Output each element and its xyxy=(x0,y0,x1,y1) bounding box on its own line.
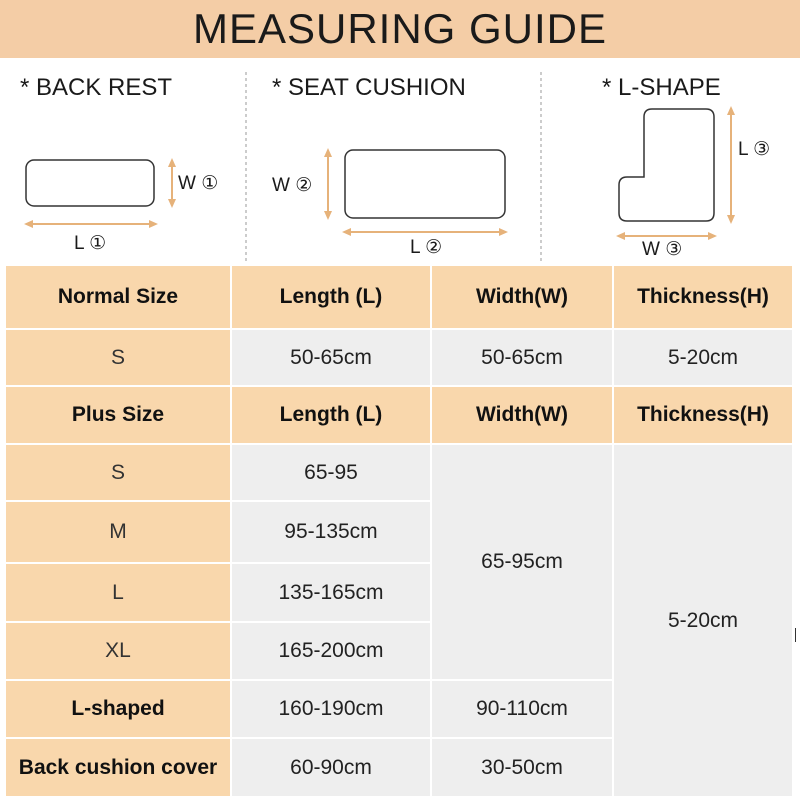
back-rest-length-label: L ① xyxy=(74,233,107,254)
normal-s-length: 50-65cm xyxy=(232,330,432,387)
plus-size-m: M xyxy=(6,502,232,564)
width-header: Width(W) xyxy=(432,266,614,330)
plus-thickness-merged: 5-20cm xyxy=(614,445,794,798)
plus-width-merged: 65-95cm xyxy=(432,445,614,681)
normal-s-thickness: 5-20cm xyxy=(614,330,794,387)
plus-size-l: L xyxy=(6,564,232,623)
normal-s-width: 50-65cm xyxy=(432,330,614,387)
back-cover-width: 30-50cm xyxy=(432,739,614,798)
plus-l-length: 135-165cm xyxy=(232,564,432,623)
l-shaped-label: L-shaped xyxy=(6,681,232,739)
back-cover-label: Back cushion cover xyxy=(6,739,232,798)
plus-s-length: 65-95 xyxy=(232,445,432,502)
l-shaped-length: 160-190cm xyxy=(232,681,432,739)
l-shaped-width: 90-110cm xyxy=(432,681,614,739)
normal-size-header: Normal Size xyxy=(6,266,232,330)
back-rest-width-label: W ① xyxy=(178,173,219,194)
seat-cushion-shape xyxy=(345,150,505,218)
edge-mark xyxy=(795,628,796,642)
diagram-section xyxy=(0,58,800,266)
l-shape-length-label: L ③ xyxy=(738,139,771,160)
length-header: Length (L) xyxy=(232,266,432,330)
thickness-header: Thickness(H) xyxy=(614,266,794,330)
size-table xyxy=(6,266,794,798)
plus-size-xl: XL xyxy=(6,623,232,681)
l-shape-shape xyxy=(619,109,714,221)
normal-size-s: S xyxy=(6,330,232,387)
l-shape-label: * L-SHAPE xyxy=(602,74,721,101)
plus-length-header: Length (L) xyxy=(232,387,432,445)
l-shape-width-label: W ③ xyxy=(642,239,683,260)
plus-size-s: S xyxy=(6,445,232,502)
plus-thickness-header: Thickness(H) xyxy=(614,387,794,445)
seat-cushion-length-label: L ② xyxy=(410,237,443,258)
title-banner xyxy=(0,0,800,58)
back-cover-length: 60-90cm xyxy=(232,739,432,798)
plus-width-header: Width(W) xyxy=(432,387,614,445)
page-title: MEASURING GUIDE xyxy=(192,5,608,52)
plus-m-length: 95-135cm xyxy=(232,502,432,564)
seat-cushion-label: * SEAT CUSHION xyxy=(272,74,466,101)
plus-size-header: Plus Size xyxy=(6,387,232,445)
seat-cushion-width-label: W ② xyxy=(272,175,313,196)
plus-xl-length: 165-200cm xyxy=(232,623,432,681)
back-rest-shape xyxy=(26,160,154,206)
back-rest-label: * BACK REST xyxy=(20,74,173,101)
